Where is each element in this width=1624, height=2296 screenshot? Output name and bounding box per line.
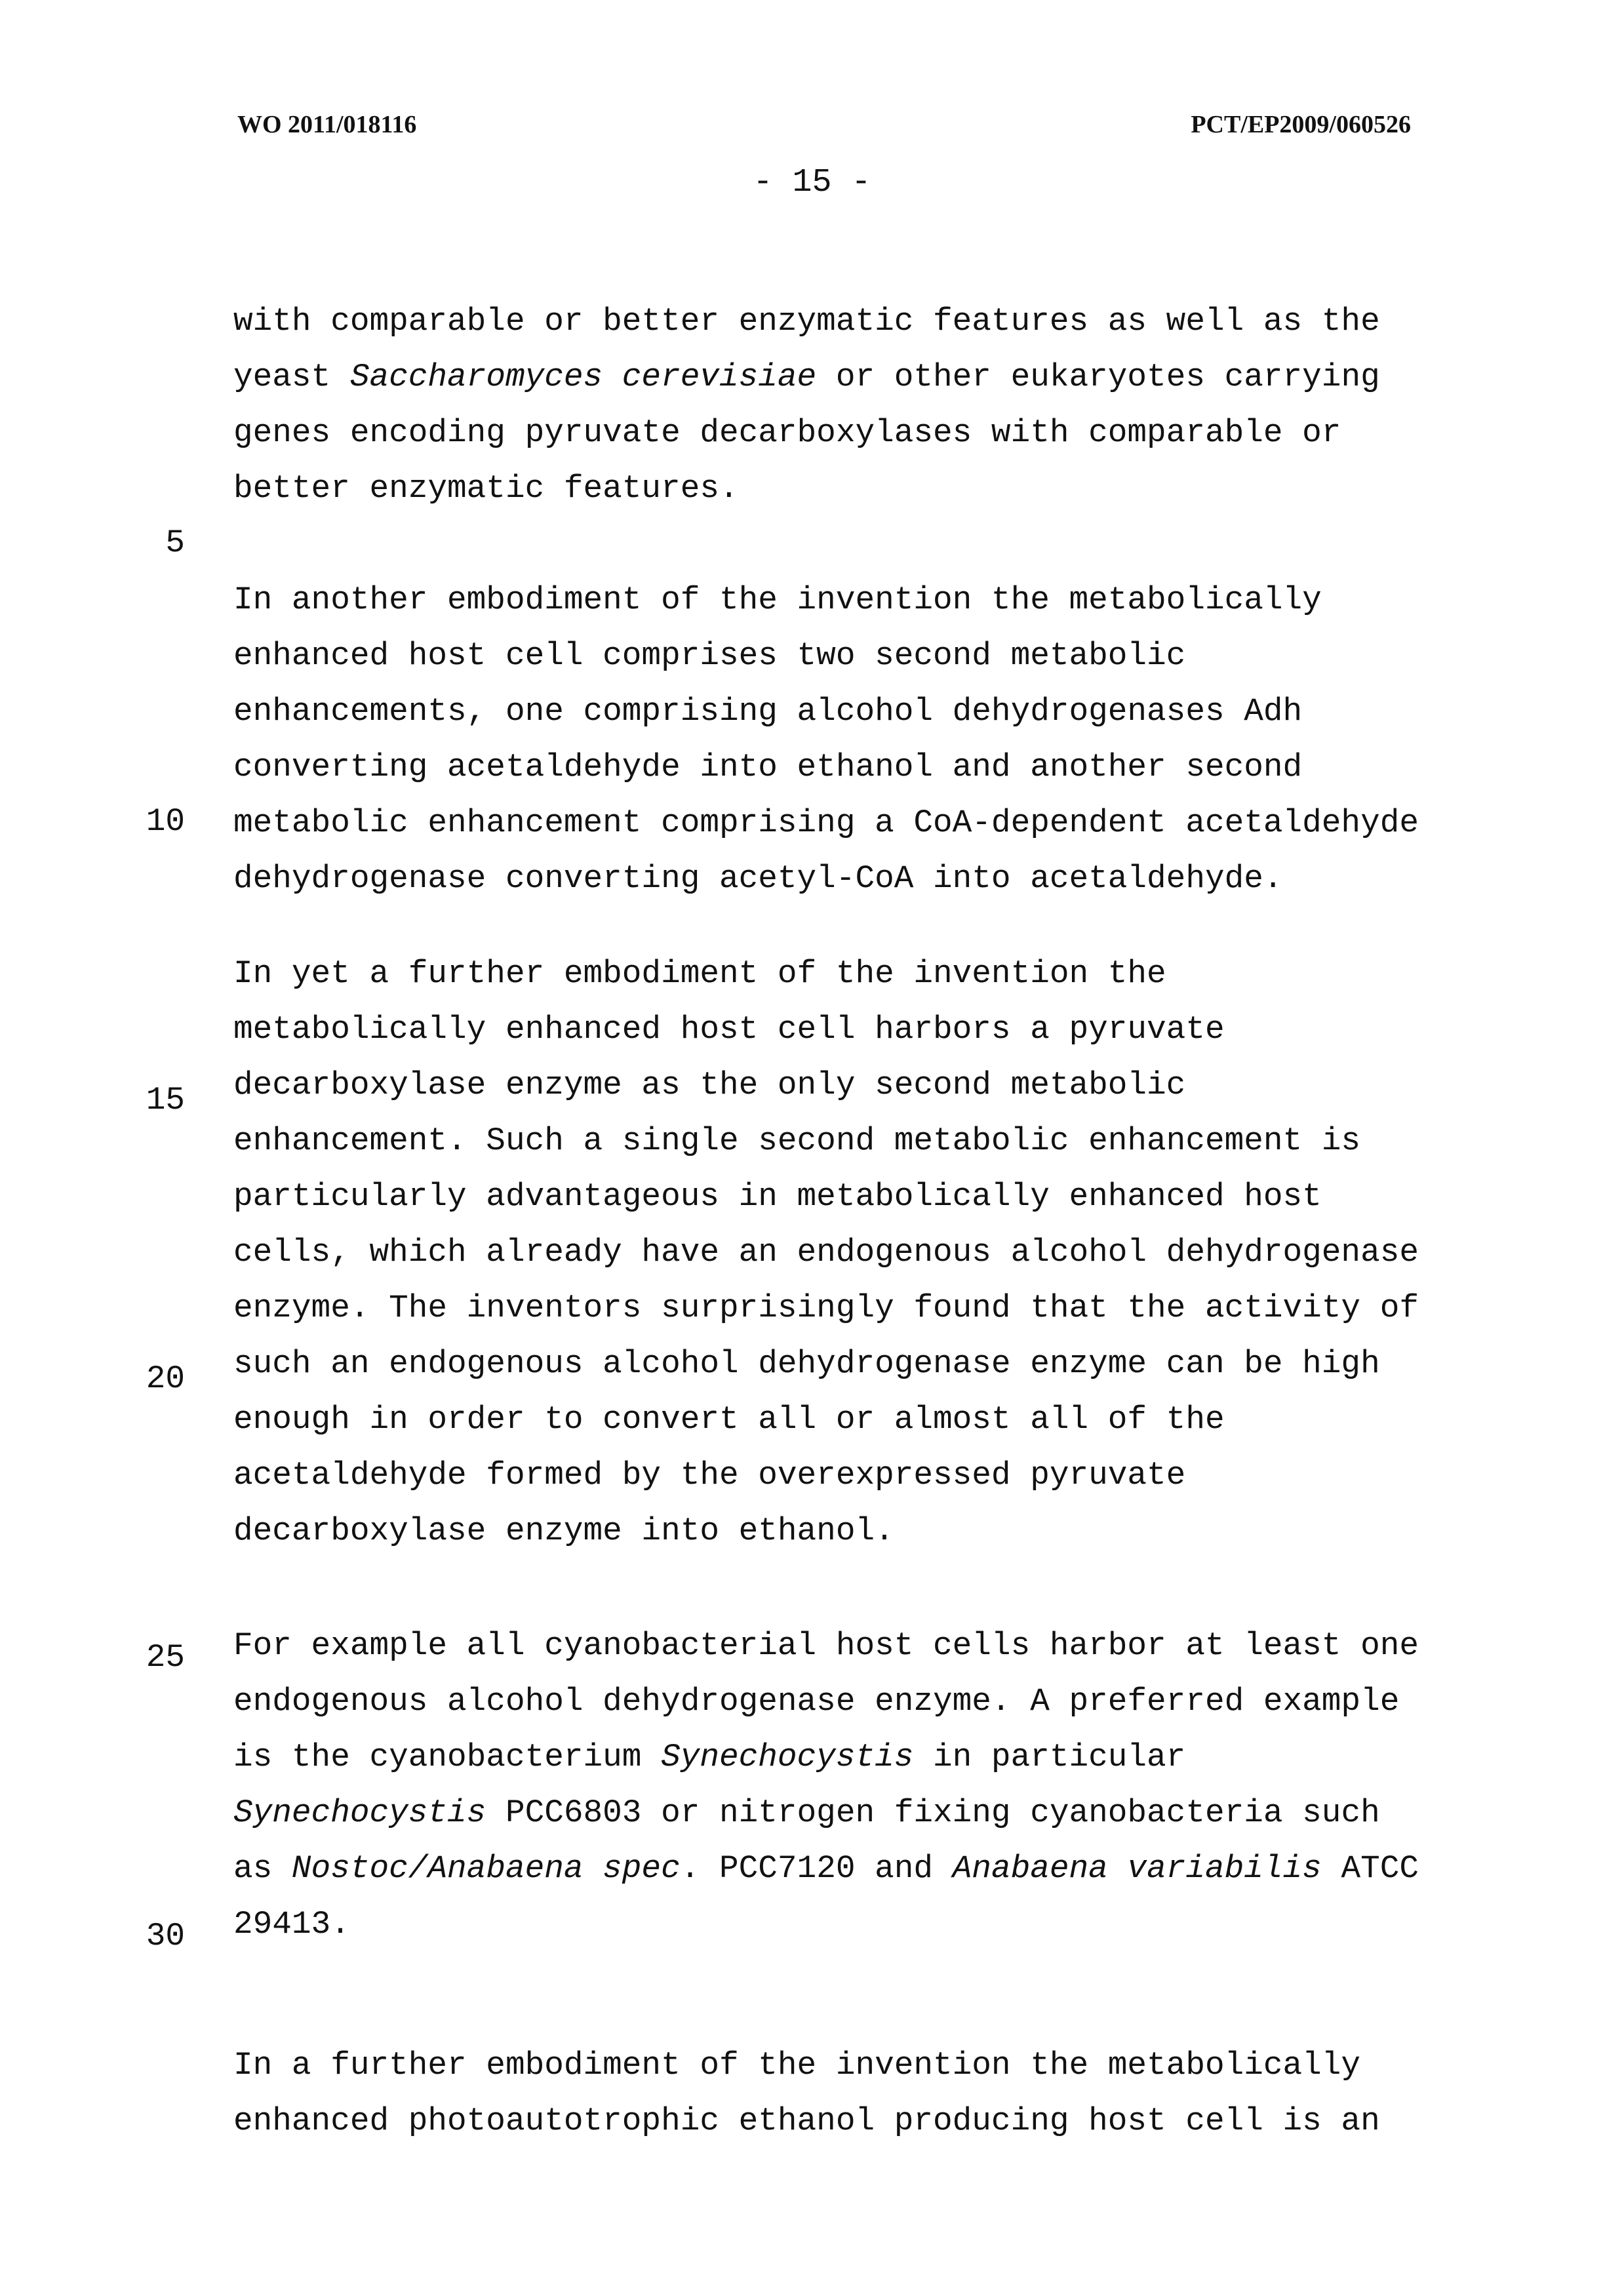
- text-line: [233, 302, 1380, 341]
- text-run: cells, which already have an endogenous alcohol dehydrogenase: [233, 1234, 1419, 1271]
- text-run: . PCC7120 and: [680, 1850, 953, 1887]
- text-line: [233, 1400, 1225, 1439]
- text-line: [233, 469, 739, 508]
- text-line: [233, 1682, 1399, 1721]
- text-line: [233, 1288, 1419, 1328]
- text-line: [233, 1177, 1322, 1216]
- text-run: dehydrogenase converting acetyl-CoA into acetaldehyde.: [233, 860, 1283, 897]
- text-run: For example all cyanobacterial host cells harbor at least one: [233, 1627, 1419, 1664]
- text-run: enhanced photoautotrophic ethanol producing host cell is an: [233, 2103, 1380, 2139]
- text-line: [233, 1233, 1419, 1272]
- text-line: [233, 803, 1419, 842]
- line-number: 5: [165, 525, 185, 561]
- line-number: 30: [146, 1918, 185, 1954]
- line-number: 15: [146, 1082, 185, 1118]
- application-number: PCT/EP2009/060526: [1191, 111, 1411, 138]
- text-line: [233, 580, 1322, 620]
- text-line: [233, 413, 1341, 452]
- page-number: - 15 -: [753, 164, 871, 201]
- text-run: genes encoding pyruvate decarboxylases with comparable or: [233, 414, 1341, 451]
- text-line: [233, 1455, 1185, 1495]
- text-run: ATCC: [1321, 1850, 1419, 1887]
- text-run: in particular: [913, 1739, 1186, 1775]
- text-run: In yet a further embodiment of the invention the: [233, 955, 1166, 992]
- text-line: [233, 1849, 1419, 1888]
- text-line: [233, 1121, 1360, 1160]
- text-line: [233, 954, 1166, 993]
- text-run: decarboxylase enzyme into ethanol.: [233, 1513, 894, 1549]
- text-line: [233, 1511, 894, 1551]
- text-run: metabolic enhancement comprising a CoA-dependent acetaldehyde: [233, 804, 1419, 841]
- text-run: yeast: [233, 359, 350, 395]
- text-line: [233, 1905, 350, 1944]
- text-run: enzyme. The inventors surprisingly found that the activity of: [233, 1290, 1419, 1326]
- text-run: better enzymatic features.: [233, 470, 739, 507]
- text-line: [233, 692, 1302, 731]
- text-line: [233, 747, 1302, 787]
- publication-number: WO 2011/018116: [237, 111, 417, 138]
- text-run: acetaldehyde formed by the overexpressed pyruvate: [233, 1457, 1186, 1494]
- text-run: enhanced host cell comprises two second metabolic: [233, 637, 1186, 674]
- text-line: [233, 2046, 1360, 2085]
- text-line: [233, 1010, 1225, 1049]
- text-run: decarboxylase enzyme as the only second metabolic: [233, 1067, 1186, 1103]
- text-run: endogenous alcohol dehydrogenase enzyme. A preferred example: [233, 1683, 1400, 1720]
- text-run: In a further embodiment of the invention the metabolically: [233, 2047, 1361, 2084]
- text-run: enough in order to convert all or almost all of the: [233, 1401, 1225, 1438]
- text-line: [233, 1344, 1380, 1383]
- italic-term: Anabaena variabilis: [952, 1850, 1322, 1887]
- text-run: converting acetaldehyde into ethanol and another second: [233, 749, 1303, 785]
- text-line: [233, 1065, 1185, 1105]
- text-line: [233, 2101, 1380, 2141]
- line-number: 10: [146, 803, 185, 840]
- italic-term: Saccharomyces cerevisiae: [349, 359, 817, 395]
- text-run: such an endogenous alcohol dehydrogenase enzyme can be high: [233, 1345, 1380, 1382]
- text-run: PCC6803 or nitrogen fixing cyanobacteria such: [486, 1794, 1380, 1831]
- text-line: [233, 859, 1283, 898]
- text-run: enhancements, one comprising alcohol dehydrogenases Adh: [233, 693, 1303, 730]
- text-run: metabolically enhanced host cell harbors a pyruvate: [233, 1011, 1225, 1048]
- italic-term: Synechocystis: [233, 1794, 486, 1831]
- text-line: [233, 1626, 1419, 1665]
- text-run: is the cyanobacterium: [233, 1739, 662, 1775]
- text-run: as: [233, 1850, 292, 1887]
- text-run: enhancement. Such a single second metabolic enhancement is: [233, 1122, 1361, 1159]
- text-line: [233, 357, 1380, 397]
- text-run: particularly advantageous in metabolically enhanced host: [233, 1178, 1322, 1215]
- text-run: with comparable or better enzymatic features as well as the: [233, 303, 1380, 340]
- text-line: [233, 1737, 1185, 1777]
- line-number: 25: [146, 1639, 185, 1676]
- italic-term: Nostoc/Anabaena spec: [291, 1850, 681, 1887]
- text-run: or other eukaryotes carrying: [816, 359, 1380, 395]
- text-run: 29413.: [233, 1906, 350, 1943]
- line-number: 20: [146, 1360, 185, 1397]
- italic-term: Synechocystis: [661, 1739, 914, 1775]
- text-run: In another embodiment of the invention the metabolically: [233, 582, 1322, 618]
- text-line: [233, 636, 1185, 675]
- text-line: [233, 1793, 1380, 1832]
